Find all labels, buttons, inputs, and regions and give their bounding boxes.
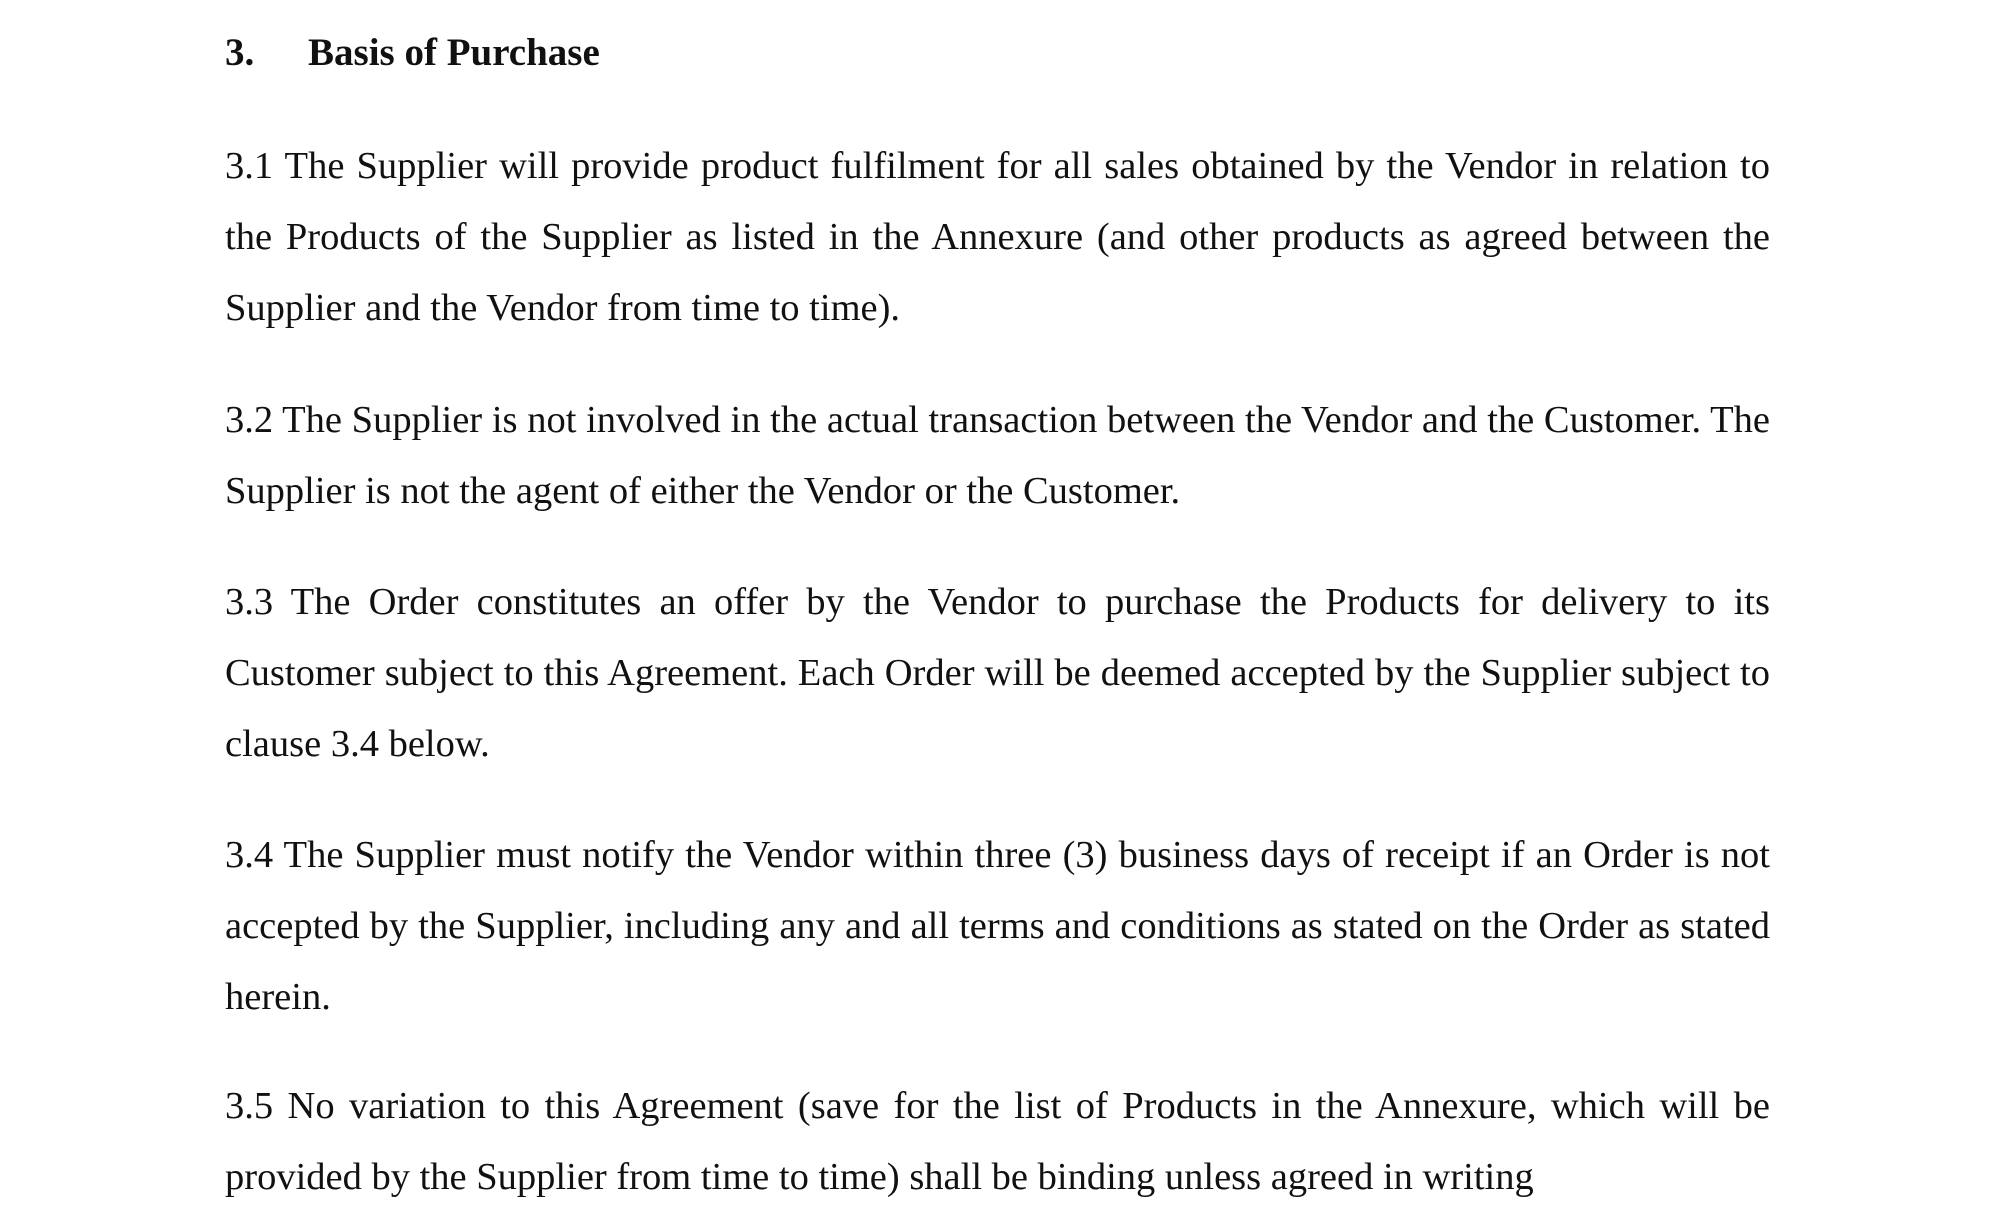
clause-3-4: 3.4 The Supplier must notify the Vendor within three (3) business days of receipt if an Order is not accepted by the Supplier, including any and all terms and conditions as stated on the Order as stated herein.	[225, 834, 1770, 1018]
section-heading	[225, 28, 600, 78]
clause-3-5: 3.5 No variation to this Agreement (save for the list of Products in the Annexure, which will be provided by the Supplier from time to time) shall be binding unless agreed in writing	[225, 1085, 1770, 1198]
clause-3-1: 3.1 The Supplier will provide product fulfilment for all sales obtained by the Vendor in relation to the Products of the Supplier as listed in the Annexure (and other products as agreed between the Supplier and the Vendor from time to time).	[225, 145, 1770, 329]
clause-3-2: 3.2 The Supplier is not involved in the actual transaction between the Vendor and the Customer. The Supplier is not the agent of either the Vendor or the Customer.	[225, 399, 1770, 512]
section-number: 3.	[225, 31, 255, 74]
document-page	[225, 0, 1770, 1212]
clause-3-3: 3.3 The Order constitutes an offer by the Vendor to purchase the Products for delivery to its Customer subject to this Agreement. Each Order will be deemed accepted by the Supplier subject to clause 3.4 below.	[225, 581, 1770, 765]
section-title: Basis of Purchase	[308, 31, 600, 74]
